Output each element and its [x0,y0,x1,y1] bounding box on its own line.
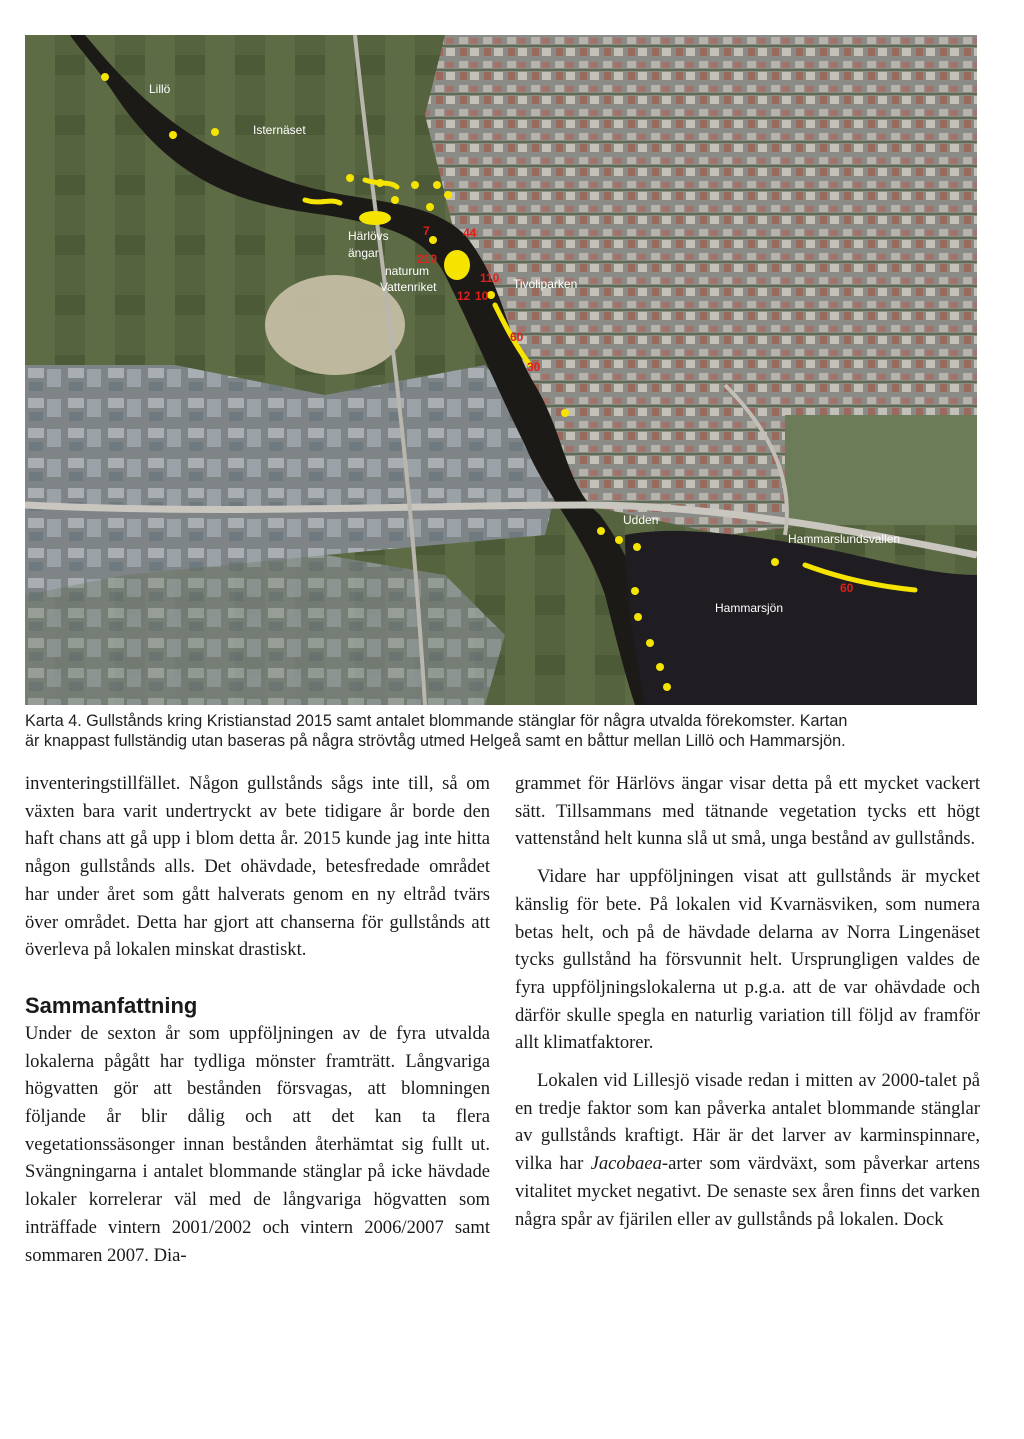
count-60-lake: 60 [840,581,854,595]
count-60-river: 60 [510,330,524,344]
left-column [25,770,490,1269]
count-210: 210 [417,252,438,266]
label-hammarsjon: Hammarsjön [715,601,784,615]
count-7: 7 [423,224,430,238]
label-udden: Udden [623,513,659,527]
label-vattenriket: Vattenriket [380,280,437,294]
label-harlovs: Härlövs [348,229,389,243]
count-44: 44 [463,226,477,240]
left-paragraph-2: Under de sexton år som uppföljningen av de fyra utvalda lokalerna pågått har tydliga mönster framträtt. Långvariga högvatten gör att bestånden försvagas, att blomningen följande år blir dålig och att det kan ta flera vegetationssäsonger innan bestånden återhämtat sig fullt ut. Svängningarna i antalet blommande stänglar på icke hävdade lokaler korrelerar väl med de långvariga högvatten som inträffade vintern 2001/2002 och vintern 2006/2007 samt sommaren 2007. Dia- [25,1022,490,1266]
label-isternaset: Isternäset [253,123,306,137]
map-caption [25,711,985,751]
caption-line-2: är knappast fullständig utan baseras på några strövtåg utmed Helgeå samt en båttur mellan Lillö och Hammarsjön. [25,732,846,750]
label-lillo: Lillö [149,82,171,96]
count-30: 30 [527,360,541,374]
label-naturum: naturum [385,264,430,278]
right-column [515,770,980,1233]
species-name: Jacobaea [590,1153,662,1175]
label-hammarslundsvallen: Hammarslundsvallen [788,532,901,546]
section-heading: Sammanfattning [25,992,198,1018]
count-12: 12 [457,289,471,303]
map-graphic [25,35,977,705]
right-paragraph-1: grammet för Härlövs ängar visar detta på ett mycket vackert sätt. Tillsammans med tätnande vegetation tycks ett högt vattenstånd helt kunna slå ut små, unga bestånd av gullstånds. [515,773,980,850]
count-10: 10 [475,289,489,303]
label-angar: ängar [348,246,379,260]
right-paragraph-2: Vidare har uppföljningen visat att gullstånds är mycket känslig för bete. På lokalen vid Kvarnäsviken, som numera betas helt, och på de hävdade delarna av Norra Lingenäset tycks gullstånd ha försvunnit helt. Ursprungligen valdes de fyra uppföljningslokalerna ut p.g.a. att de var ohävdade och därför skulle spegla en naturlig variation till följd av framför allt klimatfaktorer. [515,866,980,1054]
paragraph-3-text-b: -arter som värdväxt, som påverkar artens vitalitet mycket negativt. De senaste sex åren finns det varken några spår av fjärilen eller av gullstånds på lokalen. Dock [515,1153,980,1230]
caption-line-1: Karta 4. Gullstånds kring Kristianstad 2015 samt antalet blommande stänglar för några utvalda förekomster. Kartan [25,712,848,730]
right-paragraph-3 [515,1067,980,1233]
count-110: 110 [480,271,500,285]
aerial-map [25,35,977,705]
label-tivoliparken: Tivoliparken [513,277,578,291]
left-paragraph-1: inventeringstillfället. Någon gullstånds sågs inte till, så om växten bara varit undertryckt av bete tidigare år borde den haft chans att gå upp i blom detta år. 2015 kunde jag inte hitta någon gullstånds alls. Det ohävdade, betesfredade området har under året som gått halverats genom en ny eltråd tvärs över området. Detta har gjort att chanserna för gullstånds att överleva på lokalen minskat drastiskt. [25,773,490,961]
paragraph-3-text-a: Lokalen vid Lillesjö visade redan i mitten av 2000-talet på en tredje faktor som kan påverka antalet blommande stänglar av gullstånds kraftigt. Här är det larver av karminspinnare, vilka har [515,1070,980,1175]
